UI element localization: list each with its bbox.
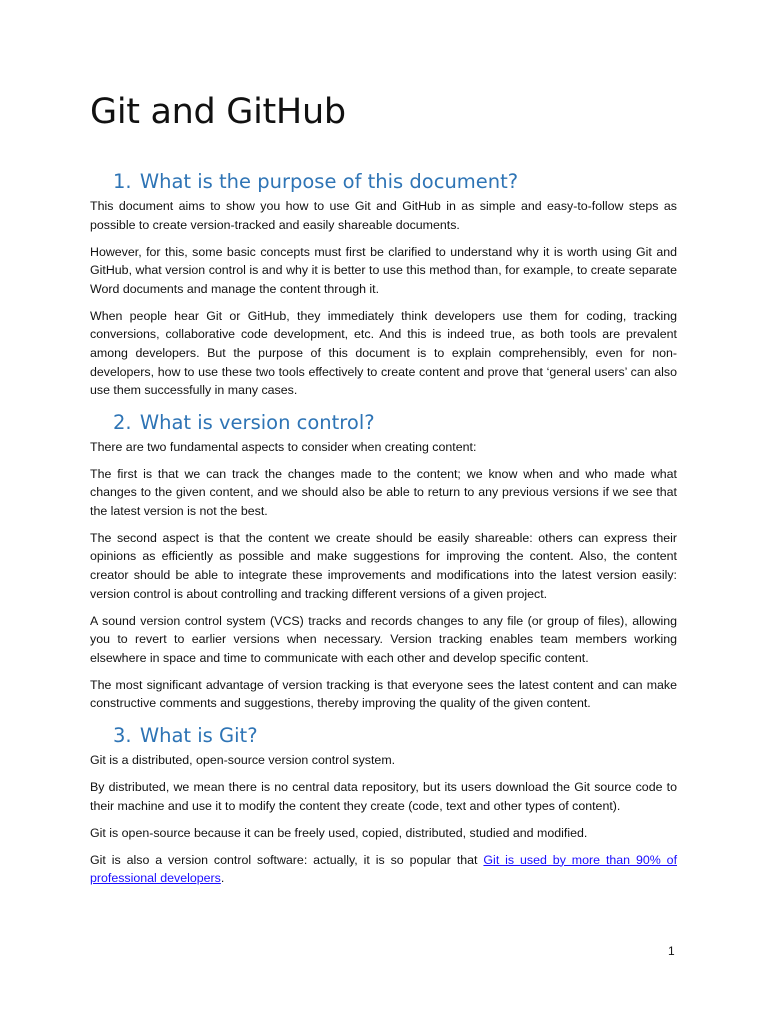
section-number: 2. xyxy=(113,410,132,434)
paragraph: A sound version control system (VCS) tracks and records changes to any file (or group of files), allowing you to revert to earlier versions when necessary. Version tracking enables team members working elsewhere in space and time to communicate with each other and develop specific content. xyxy=(90,613,677,665)
section-what-is-git xyxy=(90,724,677,888)
paragraph-text: . xyxy=(220,871,225,886)
git-usage-statistics-link[interactable]: Git is used by more than 90% of professional developers xyxy=(90,852,678,886)
paragraph: Git is open-source because it can be freely used, copied, distributed, studied and modified. xyxy=(90,825,588,840)
paragraph: The first is that we can track the changes made to the content; we know when and who made what changes to the given content, and we should also be able to return to any previous versions if we see that the latest version is not the best. xyxy=(90,466,677,518)
paragraph: When people hear Git or GitHub, they immediately think developers use them for coding, tracking conversions, collaborative code development, etc. And this is indeed true, as both tools are prevalent among developers. But the purpose of this document is to explain comprehensibly, even for non-developers, how to use these two tools effectively to create content and prove that ‘general users’ can also use them successfully in many cases. xyxy=(90,308,677,398)
paragraph: This document aims to show you how to use Git and GitHub in as simple and easy-to-follow steps as possible to create version-tracked and easily shareable documents. xyxy=(90,199,677,232)
section-heading xyxy=(90,170,677,194)
paragraph: The second aspect is that the content we create should be easily shareable: others can express their opinions as efficiently as possible and make suggestions for improving the content. Also, the content creator should be able to integrate these improvements and modifications into the latest version easily: version control is about controlling and tracking different versions of a given project. xyxy=(90,530,677,601)
paragraph-text: Git is also a version control software: actually, it is so popular that xyxy=(90,852,484,867)
section-heading xyxy=(90,724,677,748)
section-version-control xyxy=(90,411,677,713)
section-number: 1. xyxy=(113,170,132,193)
section-title: What is the purpose of this document? xyxy=(139,170,519,193)
paragraph: There are two fundamental aspects to consider when creating content: xyxy=(90,439,477,454)
paragraph: By distributed, we mean there is no central data repository, but its users download the Git source code to their machine and use it to modify the content they create (code, text and other types of content). xyxy=(90,779,677,813)
paragraph: Git is a distributed, open-source version control system. xyxy=(90,753,396,767)
section-title: What is version control? xyxy=(139,410,375,434)
paragraph: The most significant advantage of version tracking is that everyone sees the latest content and can make constructive comments and suggestions, thereby improving the quality of the given content. xyxy=(90,677,677,711)
paragraph-with-link xyxy=(90,851,677,888)
section-heading xyxy=(90,411,677,435)
document-title: Git and GitHub xyxy=(90,92,346,132)
paragraph: However, for this, some basic concepts must first be clarified to understand why it is worth using Git and GitHub, what version control is and why it is better to use this method than, for example, to create separate Word documents and manage the content through it. xyxy=(90,244,677,296)
section-number: 3. xyxy=(113,724,132,747)
section-title: What is Git? xyxy=(139,724,258,747)
page-number: 1 xyxy=(668,944,675,958)
section-purpose xyxy=(90,170,677,400)
document-body xyxy=(90,170,677,896)
